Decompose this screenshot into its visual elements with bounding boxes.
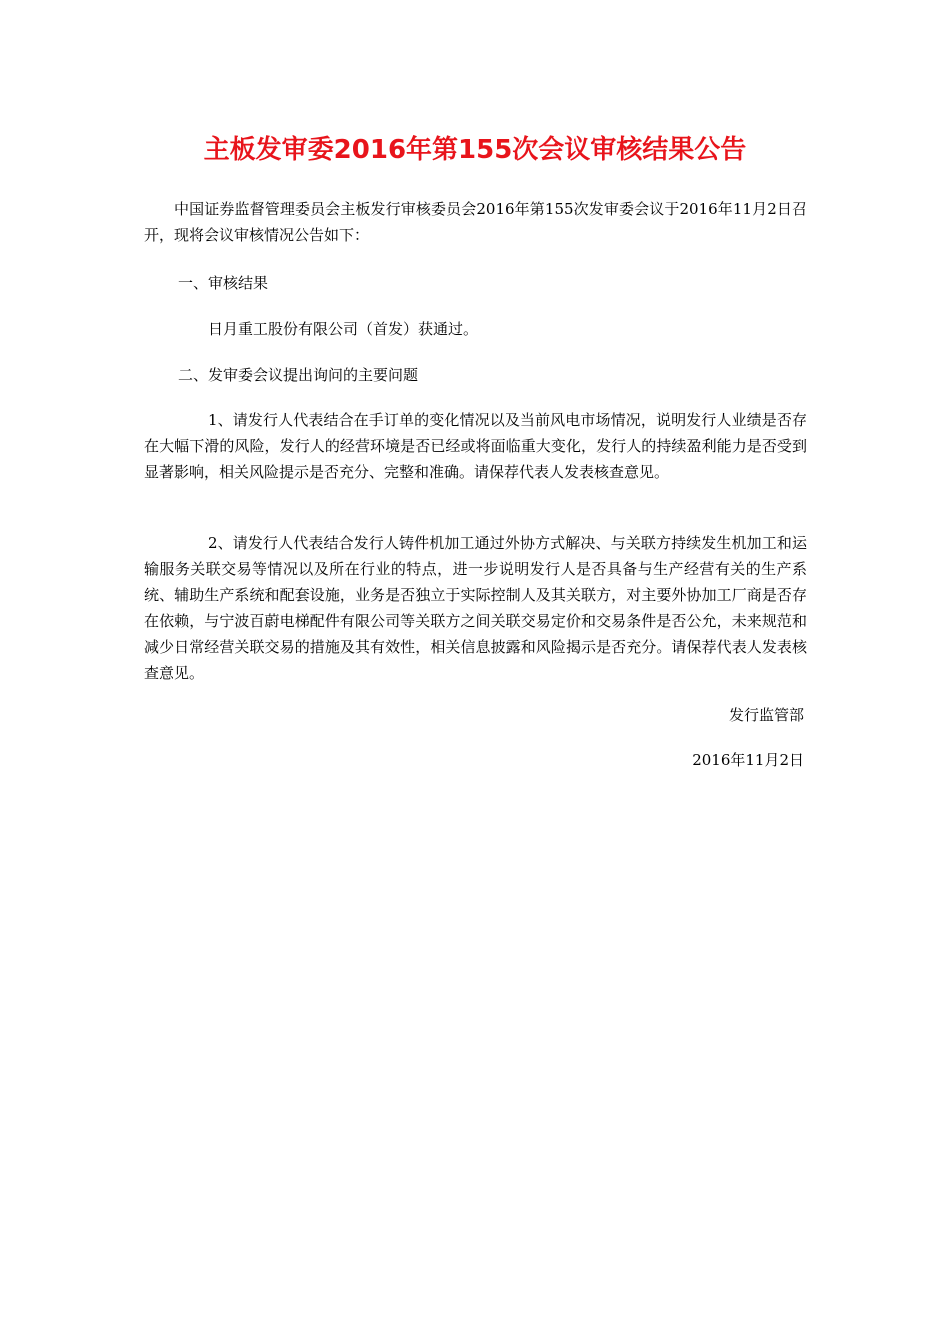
page-title: 主板发审委2016年第155次会议审核结果公告	[203, 135, 747, 165]
intro-paragraph: 中国证券监督管理委员会主板发行审核委员会2016年第155次发审委会议于2016年11月2日召开，现将会议审核情况公告如下：	[144, 200, 807, 244]
question-1: 1、请发行人代表结合在手订单的变化情况以及当前风电市场情况，说明发行人业绩是否存在大幅下滑的风险，发行人的经营环境是否已经或将面临重大变化，发行人的持续盈利能力是否受到显著影响，相关风险提示是否充分、完整和准确。请保荐代表人发表核查意见。	[144, 411, 807, 481]
question-2: 2、请发行人代表结合发行人铸件机加工通过外协方式解决、与关联方持续发生机加工和运输服务关联交易等情况以及所在行业的特点，进一步说明发行人是否具备与生产经营有关的生产系统、辅助生产系统和配套设施，业务是否独立于实际控制人及其关联方，对主要外协加工厂商是否存在依赖，与宁波百蔚电梯配件有限公司等关联方之间关联交易定价和交易条件是否公允，未来规范和减少日常经营关联交易的措施及其有效性，相关信息披露和风险揭示是否充分。请保荐代表人发表核查意见。	[144, 534, 807, 682]
section-1-heading: 一、审核结果	[178, 274, 269, 292]
section-2-heading: 二、发审委会议提出询问的主要问题	[178, 366, 419, 384]
review-result: 日月重工股份有限公司（首发）获通过。	[208, 320, 479, 338]
signature-date: 2016年11月2日	[692, 751, 804, 769]
signature-department: 发行监管部	[728, 706, 804, 724]
